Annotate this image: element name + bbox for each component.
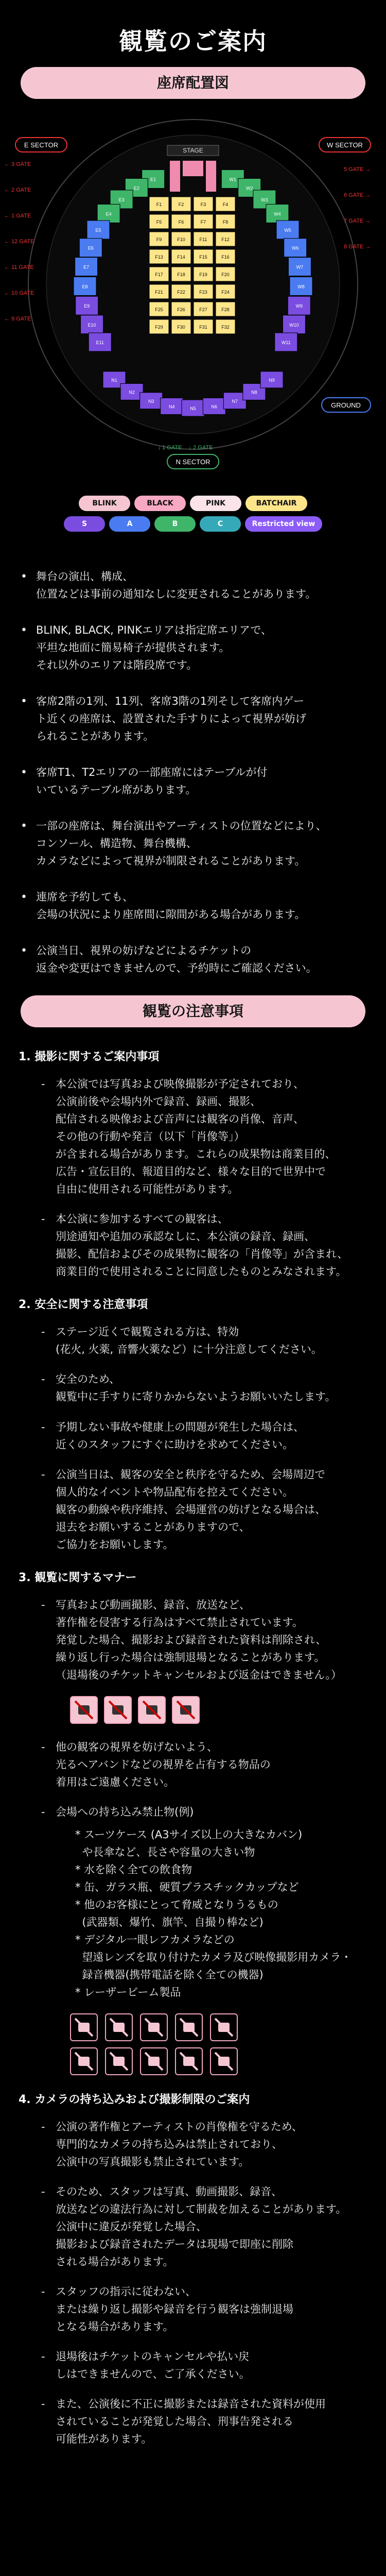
section-item-line: 著作権を侵害する行為はすべて禁止されています。 <box>56 1616 303 1629</box>
dash-icon: - <box>41 2185 45 2198</box>
section-item-line: 本公演では写真および映像撮影が予定されており、 <box>56 1078 304 1091</box>
section-item-line: ステージ近くで観覧される方は、特効 <box>56 1326 239 1338</box>
note-line: 平坦な地面に簡易椅子が提供されます。 <box>36 641 230 654</box>
floor-block-f25-label: F25 <box>155 307 163 312</box>
note-line: 会場の状況により座席間に隙間がある場合があります。 <box>36 908 306 921</box>
w-block-w1-label: W1 <box>229 177 237 182</box>
dash-icon: - <box>41 1598 45 1611</box>
section-item-line: そのため、スタッフは写真、動画撮影、録音、 <box>56 2185 283 2198</box>
e-block-e10-label: E10 <box>87 322 96 328</box>
no-selfie-stick-icon <box>105 2047 133 2075</box>
floor-block-f15-label: F15 <box>199 255 207 260</box>
section-item-line: （退場後のチケットキャンセルおよび返金はできません。） <box>56 1668 342 1681</box>
no-camera-icon <box>70 1696 98 1724</box>
section-item-line: しはできませんので、ご了承ください。 <box>56 2368 250 2381</box>
w-block-w11-label: W11 <box>281 340 291 345</box>
gate-bottom-1: ↓ 2 GATE <box>188 445 213 451</box>
section-item-line: 本公演に参加するすべての観客は、 <box>56 1213 229 1226</box>
section-item-line: 個人的なイベントや物品配布を控えてください。 <box>56 1485 293 1498</box>
gate-left-5: ← 10 GATE <box>4 290 34 296</box>
floor-block-f29-label: F29 <box>155 325 163 330</box>
page-title: 観覧のご案内 <box>119 27 267 55</box>
note-line: 公演当日、視界の妨げなどによるチケットの <box>36 944 252 957</box>
n-block-n7-label: N7 <box>232 398 238 404</box>
section-item <box>19 1418 367 1453</box>
section-item <box>19 1075 367 1198</box>
note-line: 連席を予約しても、 <box>36 891 133 904</box>
section-item <box>19 2395 367 2448</box>
section-item-line: 配信される映像および音声には観客の肖像、音声、 <box>56 1113 304 1126</box>
section-item-line: 公演中の写真撮影も禁止されています。 <box>56 2155 250 2168</box>
note-line: 返金や変更はできませんので、予約時にご確認ください。 <box>36 962 317 975</box>
note-line: 位置などは事前の通知なしに変更されることがあります。 <box>36 588 317 601</box>
section-item-line: その他の行動や発言（以下「肖像等」） <box>56 1130 245 1143</box>
floor-block-f21-label: F21 <box>155 290 163 295</box>
section-item-line: 公演中に違反が発覚した場合、 <box>56 2220 207 2233</box>
section-item-line: 繰り返し行った場合は強制退場となることがあります。 <box>56 1651 325 1664</box>
bullet-icon: • <box>21 820 27 833</box>
floor-block-f6-label: F6 <box>178 219 184 225</box>
e-block-e9-label: E9 <box>84 303 90 309</box>
section-item-line: 公演前後や会場内外で録音、録画、撮影、 <box>56 1095 261 1108</box>
prohibited-icons-row-1 <box>19 2013 367 2041</box>
legend-batchair: BATCHAIR <box>245 496 307 511</box>
floor-block-f10-label: F10 <box>177 237 185 242</box>
no-drone-icon <box>210 2047 238 2075</box>
section-item-line: または繰り返し撮影や録音を行う観客は強制退場 <box>56 2303 293 2316</box>
section-item-line: 撮影および録音されたデータは現場で即座に削除 <box>56 2238 293 2250</box>
legend-blink: BLINK <box>79 496 130 511</box>
floor-block-f13-label: F13 <box>155 255 163 260</box>
no-bottle-icon <box>175 2013 203 2041</box>
section-item-line: 可能性があります。 <box>56 2433 152 2446</box>
section-item <box>19 1370 367 1405</box>
note-line: 客席2階の1列、11列、客席3階の1列そして客席内ゲー <box>36 695 305 708</box>
gate-bottom-0: ↓ 1 GATE <box>157 445 182 451</box>
no-flag-icon <box>70 2047 98 2075</box>
floor-block-f17-label: F17 <box>155 272 163 277</box>
n-block-n4-label: N4 <box>168 404 175 410</box>
section-title: 2. 安全に関する注意事項 <box>19 1298 148 1312</box>
prohibited-item: 望遠レンズを取り付けたカメラ及び映像撮影用カメラ・ <box>75 1951 352 1963</box>
floor-block-f12-label: F12 <box>221 237 230 242</box>
note-item <box>19 764 367 799</box>
no-pro-camera-icon <box>140 2047 168 2075</box>
section-item-line: 予期しない事故や健康上の問題が発生した場合は、 <box>56 1420 304 1433</box>
section-title: 3. 観覧に関するマナー <box>19 1571 137 1584</box>
prohibited-item: * デジタル一眼レフカメラなどの <box>75 1933 235 1946</box>
notes-list <box>0 547 386 977</box>
bullet-icon: • <box>21 695 27 708</box>
dash-icon: - <box>41 2120 45 2133</box>
section-item-line: 商業目的で使用されることに同意したものとみなされます。 <box>56 1265 347 1278</box>
note-line: ト近くの座席は、設置された手すりによって視界が妨げ <box>36 713 306 725</box>
w-block-w3-label: W3 <box>261 197 268 202</box>
floor-block-f19-label: F19 <box>199 272 207 277</box>
no-flash-icon <box>172 1696 200 1724</box>
seating-map-svg <box>0 104 386 496</box>
floor-block-f18-label: F18 <box>177 272 185 277</box>
section-item-line: 会場への持ち込み禁止物(例) <box>56 1805 194 1818</box>
e-block-e7-label: E7 <box>83 264 90 270</box>
notice-section <box>0 1048 386 1280</box>
gate-left-2: ← 1 GATE <box>4 213 31 219</box>
note-line: カメラなどによって視界が制限されることがあります。 <box>36 855 306 868</box>
gate-left-0: ← 3 GATE <box>4 161 31 167</box>
bullet-icon: • <box>21 766 27 779</box>
section-item-line: されていることが発覚した場合、刑事告発される <box>56 2415 293 2428</box>
prohibited-item: * 水を除く全ての飲食物 <box>75 1863 192 1876</box>
seating-map <box>0 104 386 547</box>
note-line: いているテーブル席があります。 <box>36 784 197 796</box>
section-item-line: 光るヘアバンドなどの視界を占有する物品の <box>56 1758 271 1771</box>
legend <box>28 496 358 537</box>
floor-block-f30-label: F30 <box>177 325 185 330</box>
dash-icon: - <box>41 1373 45 1386</box>
n-block-n1-label: N1 <box>111 377 117 383</box>
prohibited-icons-row-2 <box>19 2047 367 2075</box>
section-item-line: スタッフの指示に従わない、 <box>56 2285 196 2298</box>
note-item <box>19 817 367 870</box>
floor-block-f11-label: F11 <box>199 237 207 242</box>
no-suitcase-icon <box>70 2013 98 2041</box>
dash-icon: - <box>41 2398 45 2411</box>
prohibited-item: や長傘など、長さや容量の大きい物 <box>75 1845 255 1858</box>
w-block-w4-label: W4 <box>274 211 281 217</box>
floor-block-f24-label: F24 <box>221 290 230 295</box>
prohibited-item: * 缶、ガラス瓶、硬質プラスチックカップなど <box>75 1880 299 1893</box>
w-block-w8-label: W8 <box>297 284 305 290</box>
dash-icon: - <box>41 1740 45 1753</box>
note-item <box>19 692 367 745</box>
floor-block-f2-label: F2 <box>178 202 184 207</box>
floor-block-f4-label: F4 <box>222 202 229 207</box>
section-item-line: 写真および動画撮影、録音、放送など、 <box>56 1598 250 1611</box>
section-item-line: 近くのスタッフにすぐに助けを求めてください。 <box>56 1438 293 1451</box>
prohibited-item: (武器類、爆竹、旗竿、自撮り棒など) <box>75 1916 264 1928</box>
section-item-line: 発覚した場合、撮影および録音された資料は削除され、 <box>56 1633 327 1646</box>
no-weapon-icon <box>210 2013 238 2041</box>
notice-header: 観覧の注意事項 <box>21 995 365 1027</box>
dash-icon: - <box>41 1805 45 1818</box>
notice-section <box>0 1569 386 2075</box>
gate-left-3: ← 12 GATE <box>4 239 34 245</box>
gate-right-1: 6 GATE → <box>344 192 371 198</box>
n-block-n3-label: N3 <box>148 398 154 404</box>
section-item-line: ご協力をお願いします。 <box>56 1538 174 1551</box>
legend-black: BLACK <box>134 496 186 511</box>
note-item <box>19 888 367 923</box>
n-block-n9-label: N9 <box>269 377 275 383</box>
floor-block-f8-label: F8 <box>222 219 229 225</box>
e-block-e2-label: E2 <box>133 185 139 191</box>
note-line: 一部の座席は、舞台演出やアーティストの位置などにより、 <box>36 820 327 833</box>
floor-block-f16-label: F16 <box>221 255 230 260</box>
section-item-line: 公演当日は、観客の安全と秩序を守るため、会場周辺で <box>56 1468 326 1481</box>
floor-block-f5-label: F5 <box>156 219 162 225</box>
floor-block-f14-label: F14 <box>177 255 185 260</box>
section-item <box>19 1466 367 1553</box>
floor-block-f20-label: F20 <box>221 272 230 277</box>
prohibited-item: * 他のお客様にとって脅威となりうるもの <box>75 1898 278 1911</box>
bullet-icon: • <box>21 624 27 637</box>
e-block-e6-label: E6 <box>87 245 94 251</box>
w-block-w7-label: W7 <box>296 264 304 270</box>
notice-section <box>0 2091 386 2448</box>
legend-b: B <box>154 516 196 532</box>
n-block-n2-label: N2 <box>129 389 135 395</box>
section-item <box>19 1596 367 1684</box>
dash-icon: - <box>41 1468 45 1481</box>
section-item-line: 安全のため、 <box>56 1373 120 1386</box>
section-item-line: 退去をお願いすることがありますので、 <box>56 1520 250 1533</box>
section-item <box>19 1323 367 1358</box>
legend-pink: PINK <box>190 496 241 511</box>
e-block-e5-label: E5 <box>95 228 101 233</box>
legend-restricted: Restricted view <box>245 516 322 532</box>
section-item-line: また、公演後に不正に撮影または録音された資料が使用 <box>56 2398 326 2411</box>
legend-c: C <box>200 516 241 532</box>
section-item-line: 他の観客の視界を妨げないよう、 <box>56 1740 218 1753</box>
prohibited-item: * レーザービーム製品 <box>75 1986 181 1998</box>
section-item-line: 自由に使用される可能性があります。 <box>56 1183 239 1196</box>
dash-icon: - <box>41 1213 45 1226</box>
dash-icon: - <box>41 2350 45 2363</box>
stage-label: STAGE <box>183 147 203 154</box>
floor-block-f28-label: F28 <box>221 307 230 312</box>
floor-block-f9-label: F9 <box>156 237 162 242</box>
dash-icon: - <box>41 1326 45 1338</box>
bullet-icon: • <box>21 570 27 583</box>
section-item <box>19 2118 367 2171</box>
bullet-icon: • <box>21 944 27 958</box>
note-line: 客席T1、T2エリアの一部座席にはテーブルが付 <box>36 766 268 779</box>
section-title: 1. 撮影に関するご案内事項 <box>19 1050 160 1064</box>
section-item-line: 公演の著作権とアーティストの肖像権を守るため、 <box>56 2120 303 2133</box>
section-item <box>19 2348 367 2383</box>
section-item-line: 別途通知や追加の承認なしに、本公演の録音、録画、 <box>56 1230 315 1243</box>
floor-block-f1-label: F1 <box>156 202 162 207</box>
gate-right-0: 5 GATE → <box>344 166 371 173</box>
section-title: 4. カメラの持ち込みおよび撮影制限のご案内 <box>19 2093 250 2106</box>
section-item-line: (花火, 火薬, 音響火薬など）に十分注意してください。 <box>56 1343 322 1356</box>
section-item-line: 撮影、配信およびその成果物に観客の「肖像等」が含まれ、 <box>56 1248 348 1261</box>
w-block-w2-label: W2 <box>245 185 253 191</box>
section-item-line: が含まれる場合があります。これらの成果物は商業目的、 <box>56 1148 336 1161</box>
floor-block-f22-label: F22 <box>177 290 185 295</box>
note-line: 舞台の演出、構成、 <box>36 570 133 583</box>
legend-a: A <box>109 516 150 532</box>
recording-ban-icons <box>19 1696 367 1724</box>
seating-header: 座席配置図 <box>21 67 365 99</box>
section-item <box>19 1210 367 1280</box>
floor-block-f27-label: F27 <box>199 307 207 312</box>
w-block-w9-label: W9 <box>295 303 303 309</box>
prohibited-list <box>19 1826 367 2001</box>
e-block-e4-label: E4 <box>106 211 112 217</box>
no-laser-icon <box>175 2047 203 2075</box>
note-item <box>19 621 367 674</box>
section-item-line: 広告・宣伝目的、報道目的など、様々な目的で世界中で <box>56 1165 326 1178</box>
section-item-line: 観覧中に手すりに寄りかからないようお願いいたします。 <box>56 1391 336 1403</box>
n-sector-label: N SECTOR <box>176 458 210 466</box>
section-item-line: となる場合があります。 <box>56 2320 174 2333</box>
section-item-line: 観客の動線や秩序維持、会場運営の妨げとなる場合は、 <box>56 1503 326 1516</box>
legend-s: S <box>64 516 105 532</box>
section-item-line: 放送などの違法行為に対して制裁を加えることがあります。 <box>56 2202 347 2215</box>
e-block-e3-label: E3 <box>118 197 125 202</box>
e-block-e1-label: E1 <box>150 177 156 182</box>
sections <box>0 1048 386 2448</box>
note-line: それ以外のエリアは階段席です。 <box>36 659 198 672</box>
section-item-line: 着用はご遠慮ください。 <box>56 1775 174 1788</box>
section-item-line: 専門的なカメラの持ち込みは禁止されており、 <box>56 2138 283 2150</box>
floor-block-f31-label: F31 <box>199 325 207 330</box>
prohibited-item: * スーツケース (A3サイズ以上の大きなカバン) <box>75 1828 303 1841</box>
prohibited-item: 録音機器(携帯電話を除く全ての機器) <box>75 1968 264 1981</box>
note-line: られることがあります。 <box>36 730 154 743</box>
floor-block-f7-label: F7 <box>200 219 206 225</box>
gate-left-4: ← 11 GATE <box>4 264 34 270</box>
dash-icon: - <box>41 1078 45 1091</box>
floor-block-f23-label: F23 <box>199 290 207 295</box>
e-sector-label: E SECTOR <box>24 141 59 149</box>
n-block-n6-label: N6 <box>211 404 218 410</box>
floor-block-f26-label: F26 <box>177 307 185 312</box>
w-block-w10-label: W10 <box>289 322 299 328</box>
floor-block-f3-label: F3 <box>200 202 206 207</box>
n-block-n8-label: N8 <box>251 389 257 395</box>
no-recording-icon <box>138 1696 166 1724</box>
section-item <box>19 1803 367 1821</box>
ground-label: GROUND <box>331 401 361 409</box>
section-item <box>19 2183 367 2270</box>
w-block-w5-label: W5 <box>284 228 291 233</box>
w-block-w6-label: W6 <box>291 245 299 251</box>
section-item-line: 退場後はチケットのキャンセルや払い戻 <box>56 2350 250 2363</box>
floor-block-f32-label: F32 <box>221 325 230 330</box>
gate-left-1: ← 2 GATE <box>4 187 31 193</box>
gate-left-6: ← 9 GATE <box>4 316 31 322</box>
e-block-e8-label: E8 <box>82 284 88 290</box>
no-can-icon <box>140 2013 168 2041</box>
section-item <box>19 1738 367 1791</box>
note-item <box>19 568 367 603</box>
dash-icon: - <box>41 2285 45 2298</box>
no-video-icon <box>104 1696 132 1724</box>
section-item <box>19 2283 367 2335</box>
w-sector-label: W SECTOR <box>327 141 363 149</box>
dash-icon: - <box>41 1420 45 1433</box>
note-item <box>19 942 367 977</box>
notice-section <box>0 1296 386 1553</box>
gate-right-2: 7 GATE → <box>344 218 371 224</box>
bullet-icon: • <box>21 891 27 904</box>
no-food-icon <box>105 2013 133 2041</box>
note-line: BLINK, BLACK, PINKエリアは指定席エリアで、 <box>36 624 272 637</box>
note-line: コンソール、構造物、舞台機構、 <box>36 837 197 850</box>
gate-right-3: 8 GATE → <box>344 244 371 250</box>
n-block-n5-label: N5 <box>190 406 196 411</box>
e-block-e11-label: E11 <box>96 340 104 345</box>
section-item-line: される場合があります。 <box>56 2256 174 2268</box>
